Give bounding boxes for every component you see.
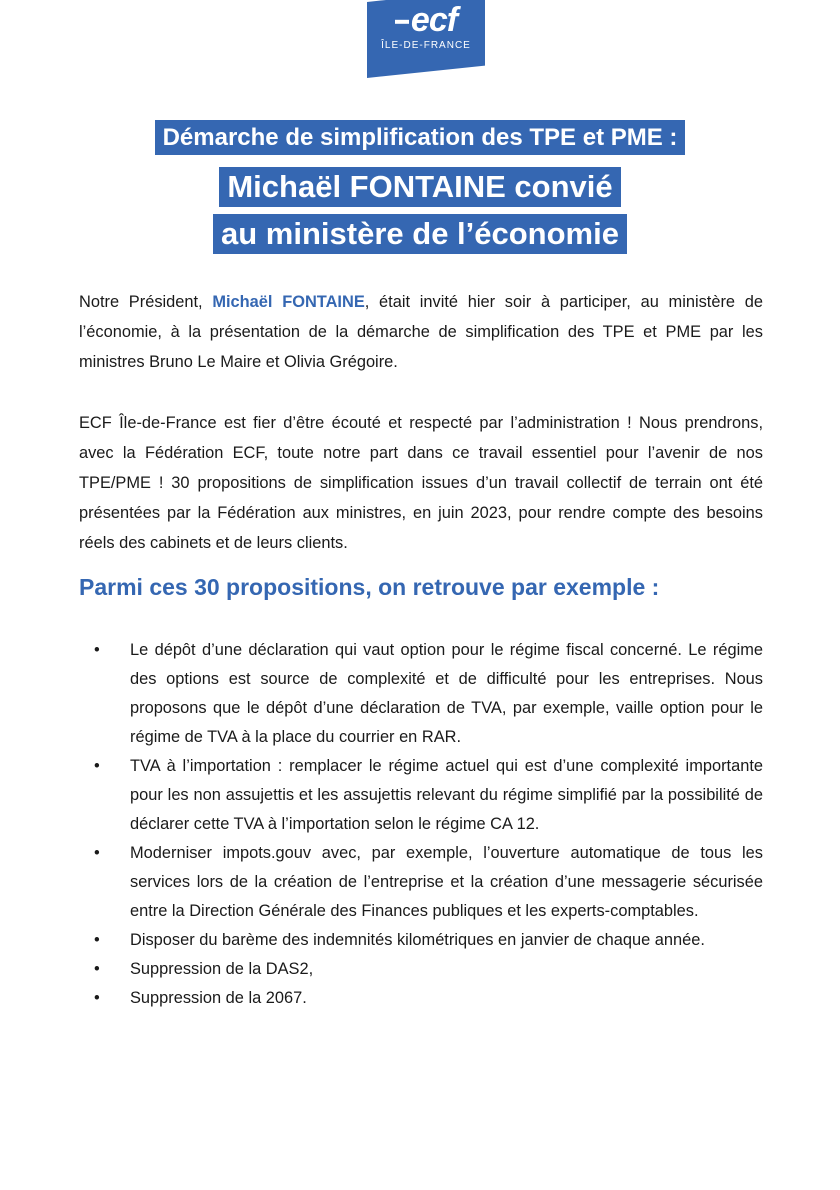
title-line-3: au ministère de l’économie [0,214,840,254]
proposals-list [79,636,763,1013]
list-item: • Disposer du barème des indemnités kilométriques en janvier de chaque année. [79,926,763,955]
bullet-icon: • [94,989,100,1007]
list-item: • Suppression de la DAS2, [79,955,763,984]
body-paragraph: ECF Île-de-France est fier d’être écouté et respecté par l’administration ! Nous prendrons, avec la Fédération ECF, toute notre part dans ce travail essentiel pour l’avenir de nos TPE/PME ! 30 propositions de simplification issues d’un travail collectif de terrain ont été présentées par la Fédération aux ministres, en juin 2023, pour rendre compte des besoins réels des cabinets et de leurs clients. [79,414,763,552]
list-item: • Moderniser impots.gouv avec, par exemple, l’ouverture automatique de tous les services lors de la création de l’entreprise et la création d’une messagerie sécurisée entre la Direction Générale des Finances publiques et les experts-comptables. [79,839,763,926]
ecf-logo [367,0,485,78]
intro-paragraph: Notre Président, Michaël FONTAINE, était invité hier soir à participer, au ministère de l’économie, à la présentation de la démarche de simplification des TPE et PME par les ministres Bruno Le Maire et Olivia Grégoire. [79,293,763,371]
list-item: • TVA à l’importation : remplacer le régime actuel qui est d’une complexité importante pour les non assujettis et les assujettis relevant du régime simplifié par la possibilité de déclarer cette TVA à l’importation selon le régime CA 12. [79,752,763,839]
section-heading: Parmi ces 30 propositions, on retrouve par exemple : [79,574,660,600]
bullet-icon: • [94,931,100,949]
president-name: Michaël FONTAINE [212,293,365,311]
title-line-2: Michaël FONTAINE convié [0,167,840,207]
bullet-icon: • [94,844,100,862]
logo-mark: ecf [367,2,485,38]
bullet-icon: • [94,960,100,978]
bullet-icon: • [94,641,100,659]
bullet-icon: • [94,757,100,775]
title-line-1: Démarche de simplification des TPE et PME : [0,120,840,155]
list-item: • Suppression de la 2067. [79,984,763,1013]
logo-subtitle: ÎLE-DE-FRANCE [381,39,471,51]
list-item: • Le dépôt d’une déclaration qui vaut option pour le régime fiscal concerné. Le régime des options est source de complexité et de difficulté pour les entreprises. Nous proposons que le dépôt d’une déclaration de TVA, par exemple, vaille option pour le régime de TVA à la place du courrier en RAR. [79,636,763,752]
